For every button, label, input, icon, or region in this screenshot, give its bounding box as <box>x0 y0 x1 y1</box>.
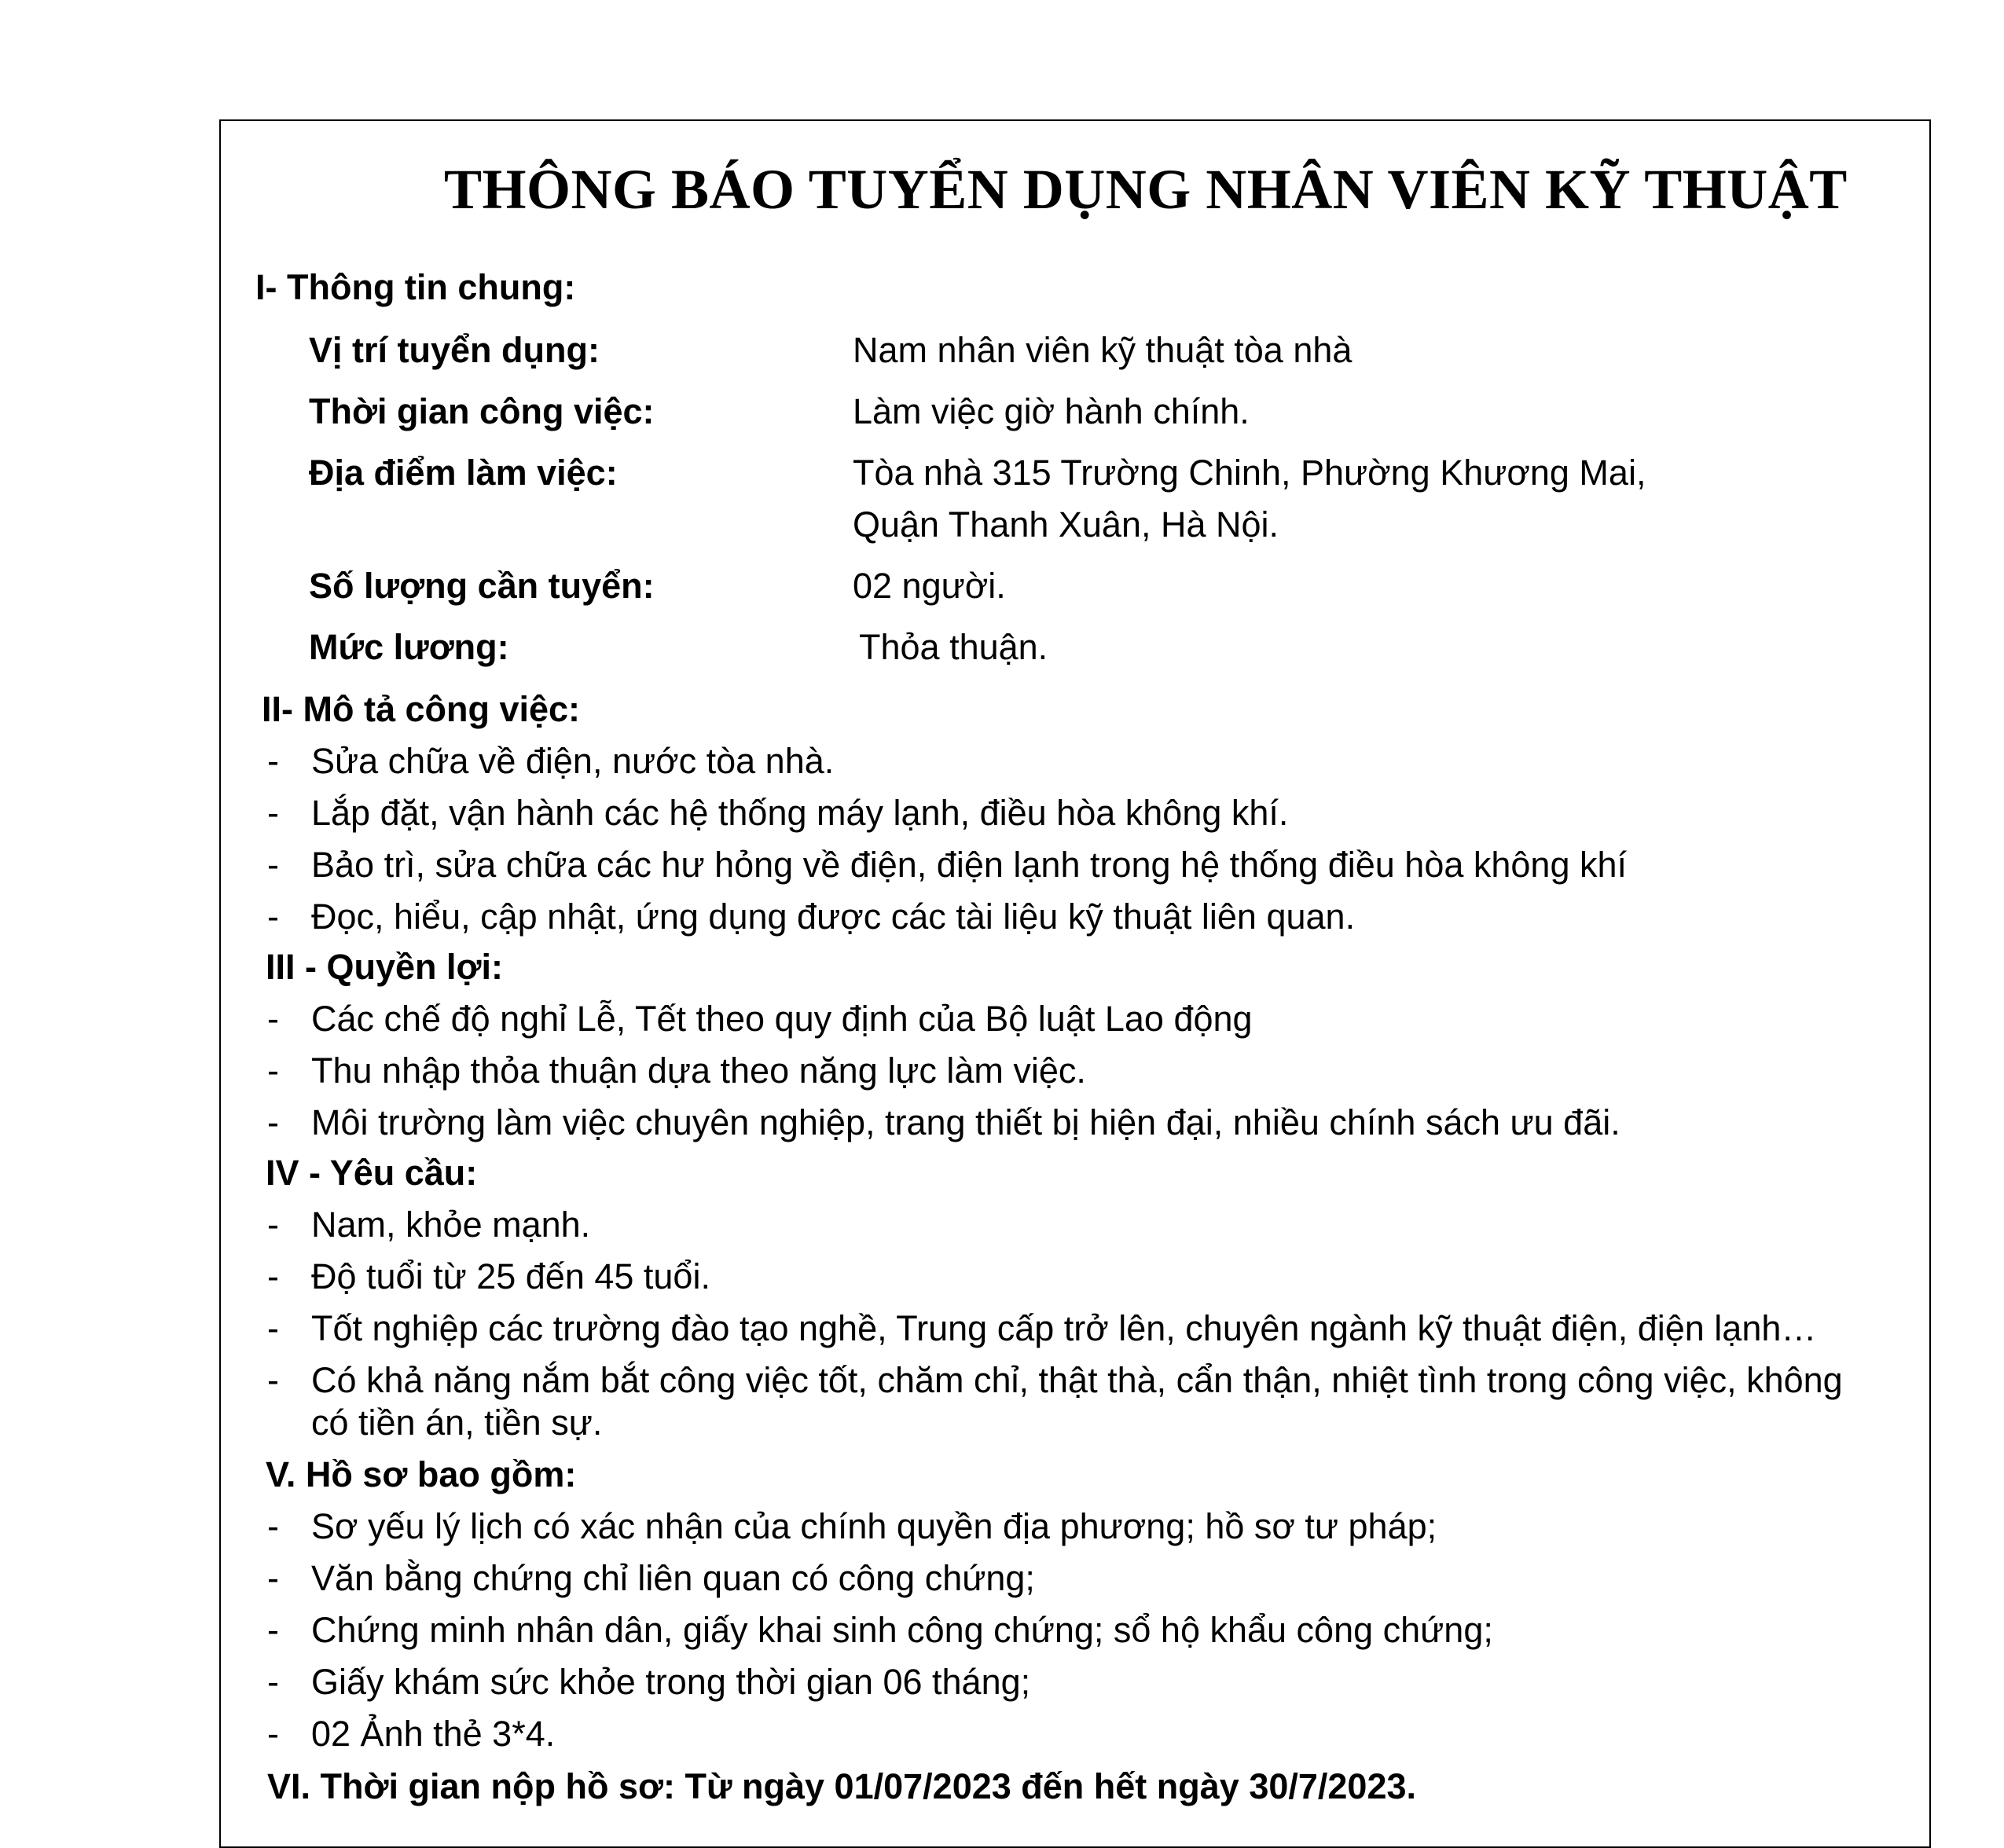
section-5-heading: V. Hồ sơ bao gồm: <box>266 1454 577 1494</box>
section-4-heading: IV - Yêu cầu: <box>266 1153 478 1193</box>
bullet-dash: - <box>267 1610 279 1650</box>
bullet-dash: - <box>267 999 279 1039</box>
bullet-dash: - <box>267 1506 279 1546</box>
list-item: Đọc, hiểu, cập nhật, ứng dụng được các tài liệu kỹ thuật liên quan. <box>311 896 1356 937</box>
list-item: Bảo trì, sửa chữa các hư hỏng về điện, điện lạnh trong hệ thống điều hòa không khí <box>311 845 1628 885</box>
section-3-heading: III - Quyền lợi: <box>266 947 504 987</box>
bullet-dash: - <box>267 896 279 937</box>
list-item: Sửa chữa về điện, nước tòa nhà. <box>311 741 835 781</box>
bullet-dash: - <box>267 1050 279 1091</box>
list-item: Sơ yếu lý lịch có xác nhận của chính quyền địa phương; hồ sơ tư pháp; <box>311 1506 1437 1546</box>
bullet-dash: - <box>267 1256 279 1296</box>
list-item: Giấy khám sức khỏe trong thời gian 06 tháng; <box>311 1662 1031 1702</box>
list-item: Lắp đặt, vận hành các hệ thống máy lạnh, điều hòa không khí. <box>311 793 1289 833</box>
value-location-line2: Quận Thanh Xuân, Hà Nội. <box>853 504 1279 544</box>
value-location: Tòa nhà 315 Trường Chinh, Phường Khương Mai, <box>853 453 1646 493</box>
label-salary: Mức lương: <box>309 627 509 667</box>
bullet-dash: - <box>267 793 279 833</box>
bullet-dash: - <box>267 1360 279 1400</box>
label-quantity: Số lượng cần tuyển: <box>309 566 655 606</box>
list-item: Thu nhập thỏa thuận dựa theo năng lực làm việc. <box>311 1050 1086 1091</box>
list-item: Độ tuổi từ 25 đến 45 tuổi. <box>311 1256 710 1296</box>
label-position: Vị trí tuyển dụng: <box>309 330 600 370</box>
document-title: THÔNG BÁO TUYỂN DỤNG NHÂN VIÊN KỸ THUẬT <box>444 158 1848 221</box>
bullet-dash: - <box>267 741 279 781</box>
list-item: Các chế độ nghỉ Lễ, Tết theo quy định của Bộ luật Lao động <box>311 999 1253 1039</box>
bullet-dash: - <box>267 845 279 885</box>
bullet-dash: - <box>267 1558 279 1598</box>
list-item: Môi trường làm việc chuyên nghiệp, trang thiết bị hiện đại, nhiều chính sách ưu đãi. <box>311 1102 1620 1142</box>
section-2-heading: II- Mô tả công việc: <box>262 689 581 729</box>
label-work-time: Thời gian công việc: <box>309 391 655 431</box>
bullet-dash: - <box>267 1102 279 1142</box>
bullet-dash: - <box>267 1714 279 1754</box>
list-item: Văn bằng chứng chỉ liên quan có công chứng; <box>311 1558 1035 1598</box>
value-quantity: 02 người. <box>853 566 1006 606</box>
list-item: Tốt nghiệp các trường đào tạo nghề, Trung cấp trở lên, chuyên ngành kỹ thuật điện, điện lạnh… <box>311 1308 1817 1348</box>
value-work-time: Làm việc giờ hành chính. <box>853 391 1250 431</box>
bullet-dash: - <box>267 1662 279 1702</box>
value-position: Nam nhân viên kỹ thuật tòa nhà <box>853 330 1353 370</box>
list-item: 02 Ảnh thẻ 3*4. <box>311 1714 556 1754</box>
list-item: Có khả năng nắm bắt công việc tốt, chăm chỉ, thật thà, cẩn thận, nhiệt tình trong công việc, không <box>311 1360 1843 1400</box>
list-item: Nam, khỏe mạnh. <box>311 1204 591 1245</box>
label-location: Địa điểm làm việc: <box>309 453 618 493</box>
value-salary: Thỏa thuận. <box>859 627 1048 667</box>
list-item: Chứng minh nhân dân, giấy khai sinh công chứng; sổ hộ khẩu công chứng; <box>311 1610 1493 1650</box>
section-1-heading: I- Thông tin chung: <box>255 267 576 307</box>
list-item-continuation: có tiền án, tiền sự. <box>311 1402 603 1443</box>
section-6-heading: VI. Thời gian nộp hồ sơ: Từ ngày 01/07/2023 đến hết ngày 30/7/2023. <box>267 1766 1417 1806</box>
bullet-dash: - <box>267 1308 279 1348</box>
bullet-dash: - <box>267 1204 279 1245</box>
